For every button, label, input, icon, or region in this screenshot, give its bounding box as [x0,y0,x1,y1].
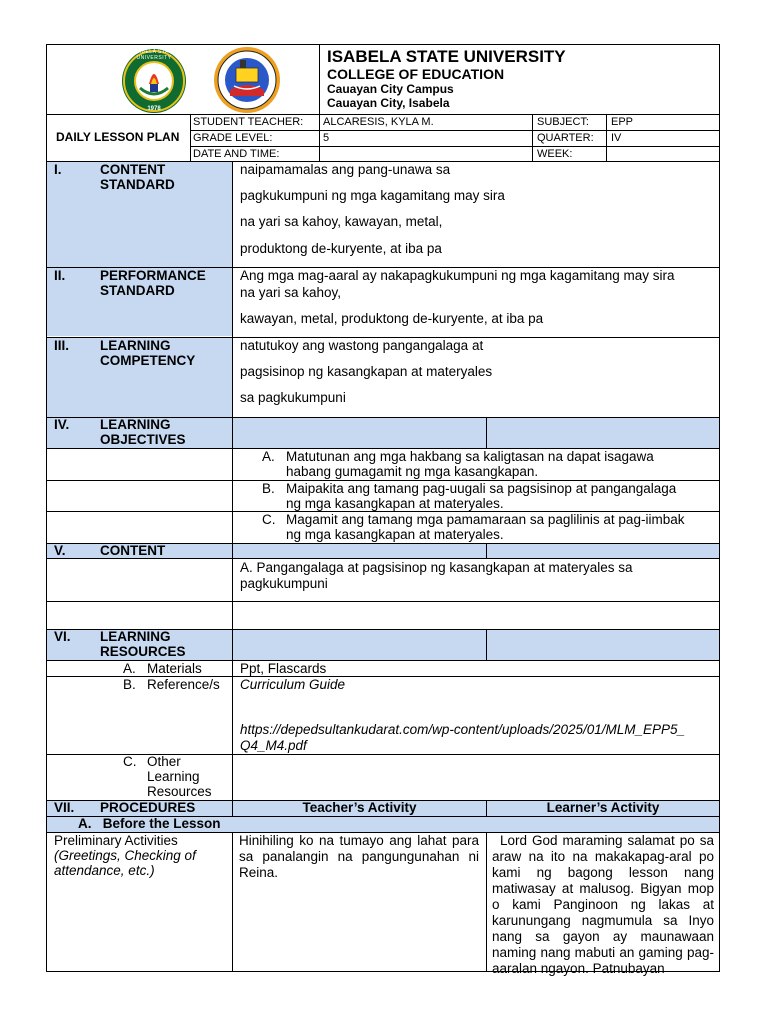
quarter-label: QUARTER: [537,132,594,144]
campus-address: Cauayan City, Isabela [327,96,450,110]
section-4-number: IV. [54,417,70,432]
section-1-title-line2: STANDARD [100,177,175,192]
objective-line: Magamit ang tamang mga pamamaraan sa paglilinis at pag-iimbak [286,512,685,527]
content-standard-line: produktong de-kuryente, at iba pa [240,241,442,256]
campus-name: Cauayan City Campus [327,82,454,96]
resource-materials-label: Materials [147,661,202,676]
resource-other-label: Resources [147,784,212,799]
info-row-line-2 [190,146,720,147]
resource-reference-label: Reference/s [147,677,220,692]
teacher-prelim-text: Hinihiling ko na tumayo ang lahat para sa panalangin na pangungunahan ni Reina. [239,833,479,880]
objective-line: Maipakita ang tamang pag-uugali sa pagsisinop at pangangalaga [286,481,677,496]
preliminary-activities-note: (Greetings, Checking of [54,848,196,863]
resource-letter: A. [123,661,136,676]
performance-standard-line: na yari sa kahoy, [240,285,342,300]
section-7-title: PROCEDURES [100,800,196,815]
content-standard-line: naipamamalas ang pang-unawa sa [240,162,451,177]
section-6-number: VI. [54,629,71,644]
col-divider-content-head [486,543,487,558]
college-name: COLLEGE OF EDUCATION [327,66,505,82]
objective-line: Matutunan ang mga hakbang sa kaligtasan na dapat isagawa [286,449,654,464]
section-5-number: V. [54,543,66,558]
col-divider-prelim [486,832,487,972]
preliminary-activities-label: Preliminary Activities [54,833,178,848]
section-5-title: CONTENT [100,543,166,558]
performance-standard-line: Ang mga mag-aaral ay nakapagkukumpuni ng mga kagamitang may sira [240,268,675,283]
section-4-title-line2: OBJECTIVES [100,432,186,447]
university-name: ISABELA STATE UNIVERSITY [327,47,566,66]
section-1-number: I. [54,162,62,177]
quarter-value: IV [611,132,622,144]
content-standard-line: pagkukumpuni ng mga kagamitang may sira [240,188,505,203]
objective-line: habang gumagamit ng mga kasangkapan. [286,464,539,479]
student-teacher-label: STUDENT TEACHER: [193,116,304,128]
header-top-border [46,44,720,45]
teacher-activity-header: Teacher’s Activity [302,800,417,815]
date-time-label: DATE AND TIME: [193,148,280,160]
resource-reference-guide: Curriculum Guide [240,677,346,692]
student-teacher-value: ALCARESIS, KYLA M. [323,116,434,128]
college-seal-icon [210,46,284,114]
week-label: WEEK: [537,148,573,160]
competency-line: sa pagkukumpuni [240,390,346,405]
plan-title: DAILY LESSON PLAN [56,130,180,144]
subject-value: EPP [611,116,634,128]
content-standard-line: na yari sa kahoy, kawayan, metal, [240,214,443,229]
subject-label: SUBJECT: [537,116,589,128]
section-6-title-line2: RESOURCES [100,644,186,659]
info-row-line-1 [190,130,720,131]
header-divider [46,114,720,115]
col-divider-res-head [486,629,487,660]
header-col-divider [319,44,320,161]
before-lesson-heading: A. Before the Lesson [78,816,221,831]
objective-letter: B. [262,481,275,496]
resource-reference-url-cont[interactable]: Q4_M4.pdf [240,738,307,753]
section-6-title-line1: LEARNING [100,629,171,644]
section-2-title-line2: STANDARD [100,283,175,298]
content-topic-line: A. Pangangalaga at pagsisinop ng kasangkapan at materyales sa [240,560,633,575]
resource-reference-url[interactable]: https://depedsultankudarat.com/wp-content/uploads/2025/01/MLM_EPP5_ [240,722,686,737]
competency-line: natutukoy ang wastong pangangalaga at [240,338,484,353]
objective-line: ng mga kasangkapan at materyales. [286,496,504,511]
content-topic-line: pagkukumpuni [240,576,328,591]
section-7-number: VII. [54,800,75,815]
resource-letter: B. [123,677,136,692]
info-mid-divider [532,114,533,161]
row-line [46,601,720,602]
learner-prelim-text: Lord God maraming salamat po sa araw na ito na makakapag-aral po kami ng bagong lesson nang matiwasay at malusog. Bigyan mop o kami Panginoon ng lakas at karunungang nagmumula sa Inyo nang sa gayon ay maunawaan naming nang mabuti an gaming pag-aaralan ngayon. Patnubayan [492,833,714,976]
label-col-divider [232,161,233,816]
info-label-divider [190,114,191,161]
competency-line: pagsisinop ng kasangkapan at materyales [240,364,493,379]
col-divider-obj-head [486,417,487,448]
isu-logo-arc-text: ISABELA STATE UNIVERSITY [132,49,176,61]
section-2-title-line1: PERFORMANCE [100,268,206,283]
section-3-number: III. [54,338,70,353]
objective-line: ng mga kasangkapan at materyales. [286,527,504,542]
isu-logo-year: 1978 [147,106,161,112]
preliminary-activities-note: attendance, etc.) [54,863,155,878]
grade-level-label: GRADE LEVEL: [193,132,273,144]
learner-activity-header: Learner’s Activity [546,800,660,815]
section-1-title-line1: CONTENT [100,162,166,177]
section-3-title-line2: COMPETENCY [100,353,196,368]
info-right-divider [606,114,607,161]
label-col-divider-lower [232,832,233,972]
section-4-title-line1: LEARNING [100,417,171,432]
objective-letter: C. [262,512,276,527]
grade-level-value: 5 [323,132,330,144]
section-3-title-line1: LEARNING [100,338,171,353]
performance-standard-line: kawayan, metal, produktong de-kuryente, at iba pa [240,311,544,326]
resource-materials-value: Ppt, Flascards [240,661,327,676]
resource-letter: C. [123,754,137,769]
section-2-number: II. [54,268,66,283]
objective-letter: A. [262,449,275,464]
resource-other-label: Learning [147,769,200,784]
resource-other-label: Other [147,754,181,769]
